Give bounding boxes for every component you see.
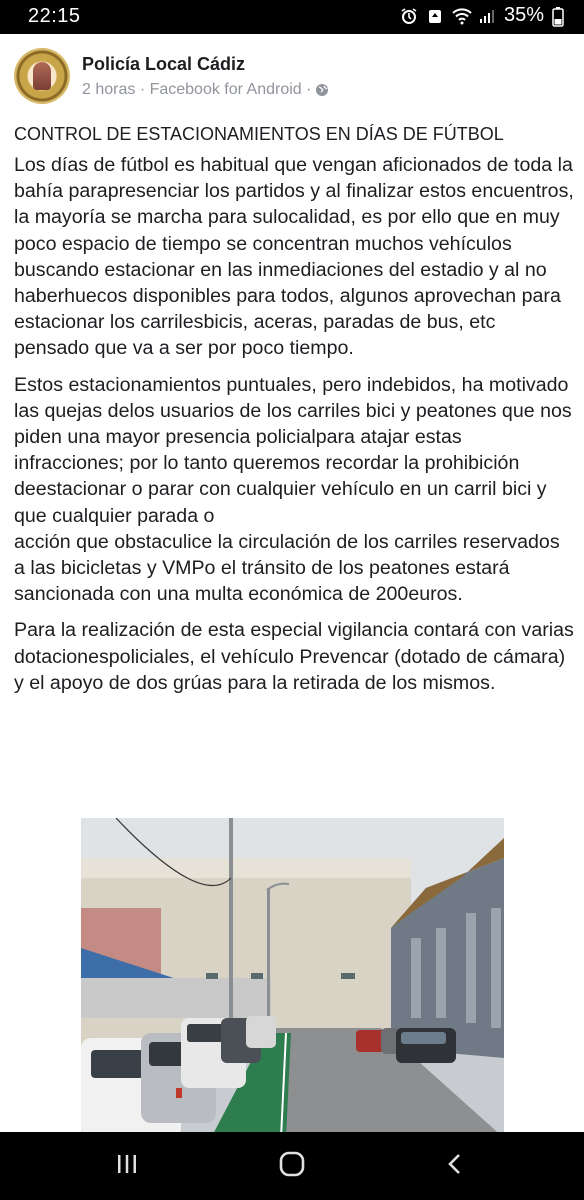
recent-apps-button[interactable] [97,1146,157,1186]
home-icon [278,1150,306,1183]
post-body [14,122,574,706]
recycle-icon [426,7,444,25]
battery-icon [552,7,570,25]
home-button[interactable] [262,1146,322,1186]
wifi-icon [452,7,470,25]
post-paragraph-2a: Estos estacionamientos puntuales, pero indebidos, ha motivado las quejas delos usuarios de los carriles bici y peatones que nos piden una mayor presencia policialpara atajar estas infracciones; por lo tanto queremos recordar la prohibición deestacionar o parar con cualquier vehículo en un carril bici y que cualquier parada o [14,373,572,527]
post-meta [82,81,329,99]
globe-icon [315,83,329,97]
post-title: CONTROL DE ESTACIONAMIENTOS EN DÍAS DE FÚTBOL [14,124,504,144]
status-icons [400,4,570,27]
post-meta-text[interactable]: 2 horas · Facebook for Android · [82,81,312,98]
battery-level: 35% [503,4,544,26]
alarm-icon [400,7,418,25]
navigation-bar [0,1132,584,1200]
status-time: 22:15 [28,5,81,27]
post-paragraph-2b: acción que obstaculice la circulación de los carriles reservados a las bicicletas y VMPo el tránsito de los peatones estará sancionada con una multa económica de 200euros. [14,530,560,606]
back-icon [443,1152,467,1181]
post-header [14,48,570,106]
street-photo-illustration [81,818,504,1132]
status-bar [0,0,584,34]
page-avatar[interactable] [14,48,70,104]
post-paragraph-3: Para la realización de esta especial vigilancia contará con varias dotacionespoliciales, el vehículo Prevencar (dotado de cámara) y el apoyo de dos grúas para la retirada de los mismos. [14,619,574,694]
back-button[interactable] [425,1146,485,1186]
post-paragraph-1: Los días de fútbol es habitual que vengan aficionados de toda la bahía parapresenciar los partidos y al finalizar estos encuentros, la mayoría se marcha para sulocalidad, es por ello que en muy poco espacio de tiempo se concentran muchos vehículos buscando estacionar en las inmediaciones del estadio y al no haberhuecos disponibles para todos, algunos aprovechan para estacionar los carrilesbicis, aceras, paradas de bus, etc pensado que va a ser por poco tiempo. [14,154,574,360]
avatar-emblem [33,62,51,90]
post-photo[interactable] [81,818,504,1132]
post-card [0,34,584,1132]
signal-icon [478,7,496,25]
page-name[interactable]: Policía Local Cádiz [82,54,246,74]
recent-apps-icon [115,1152,139,1181]
